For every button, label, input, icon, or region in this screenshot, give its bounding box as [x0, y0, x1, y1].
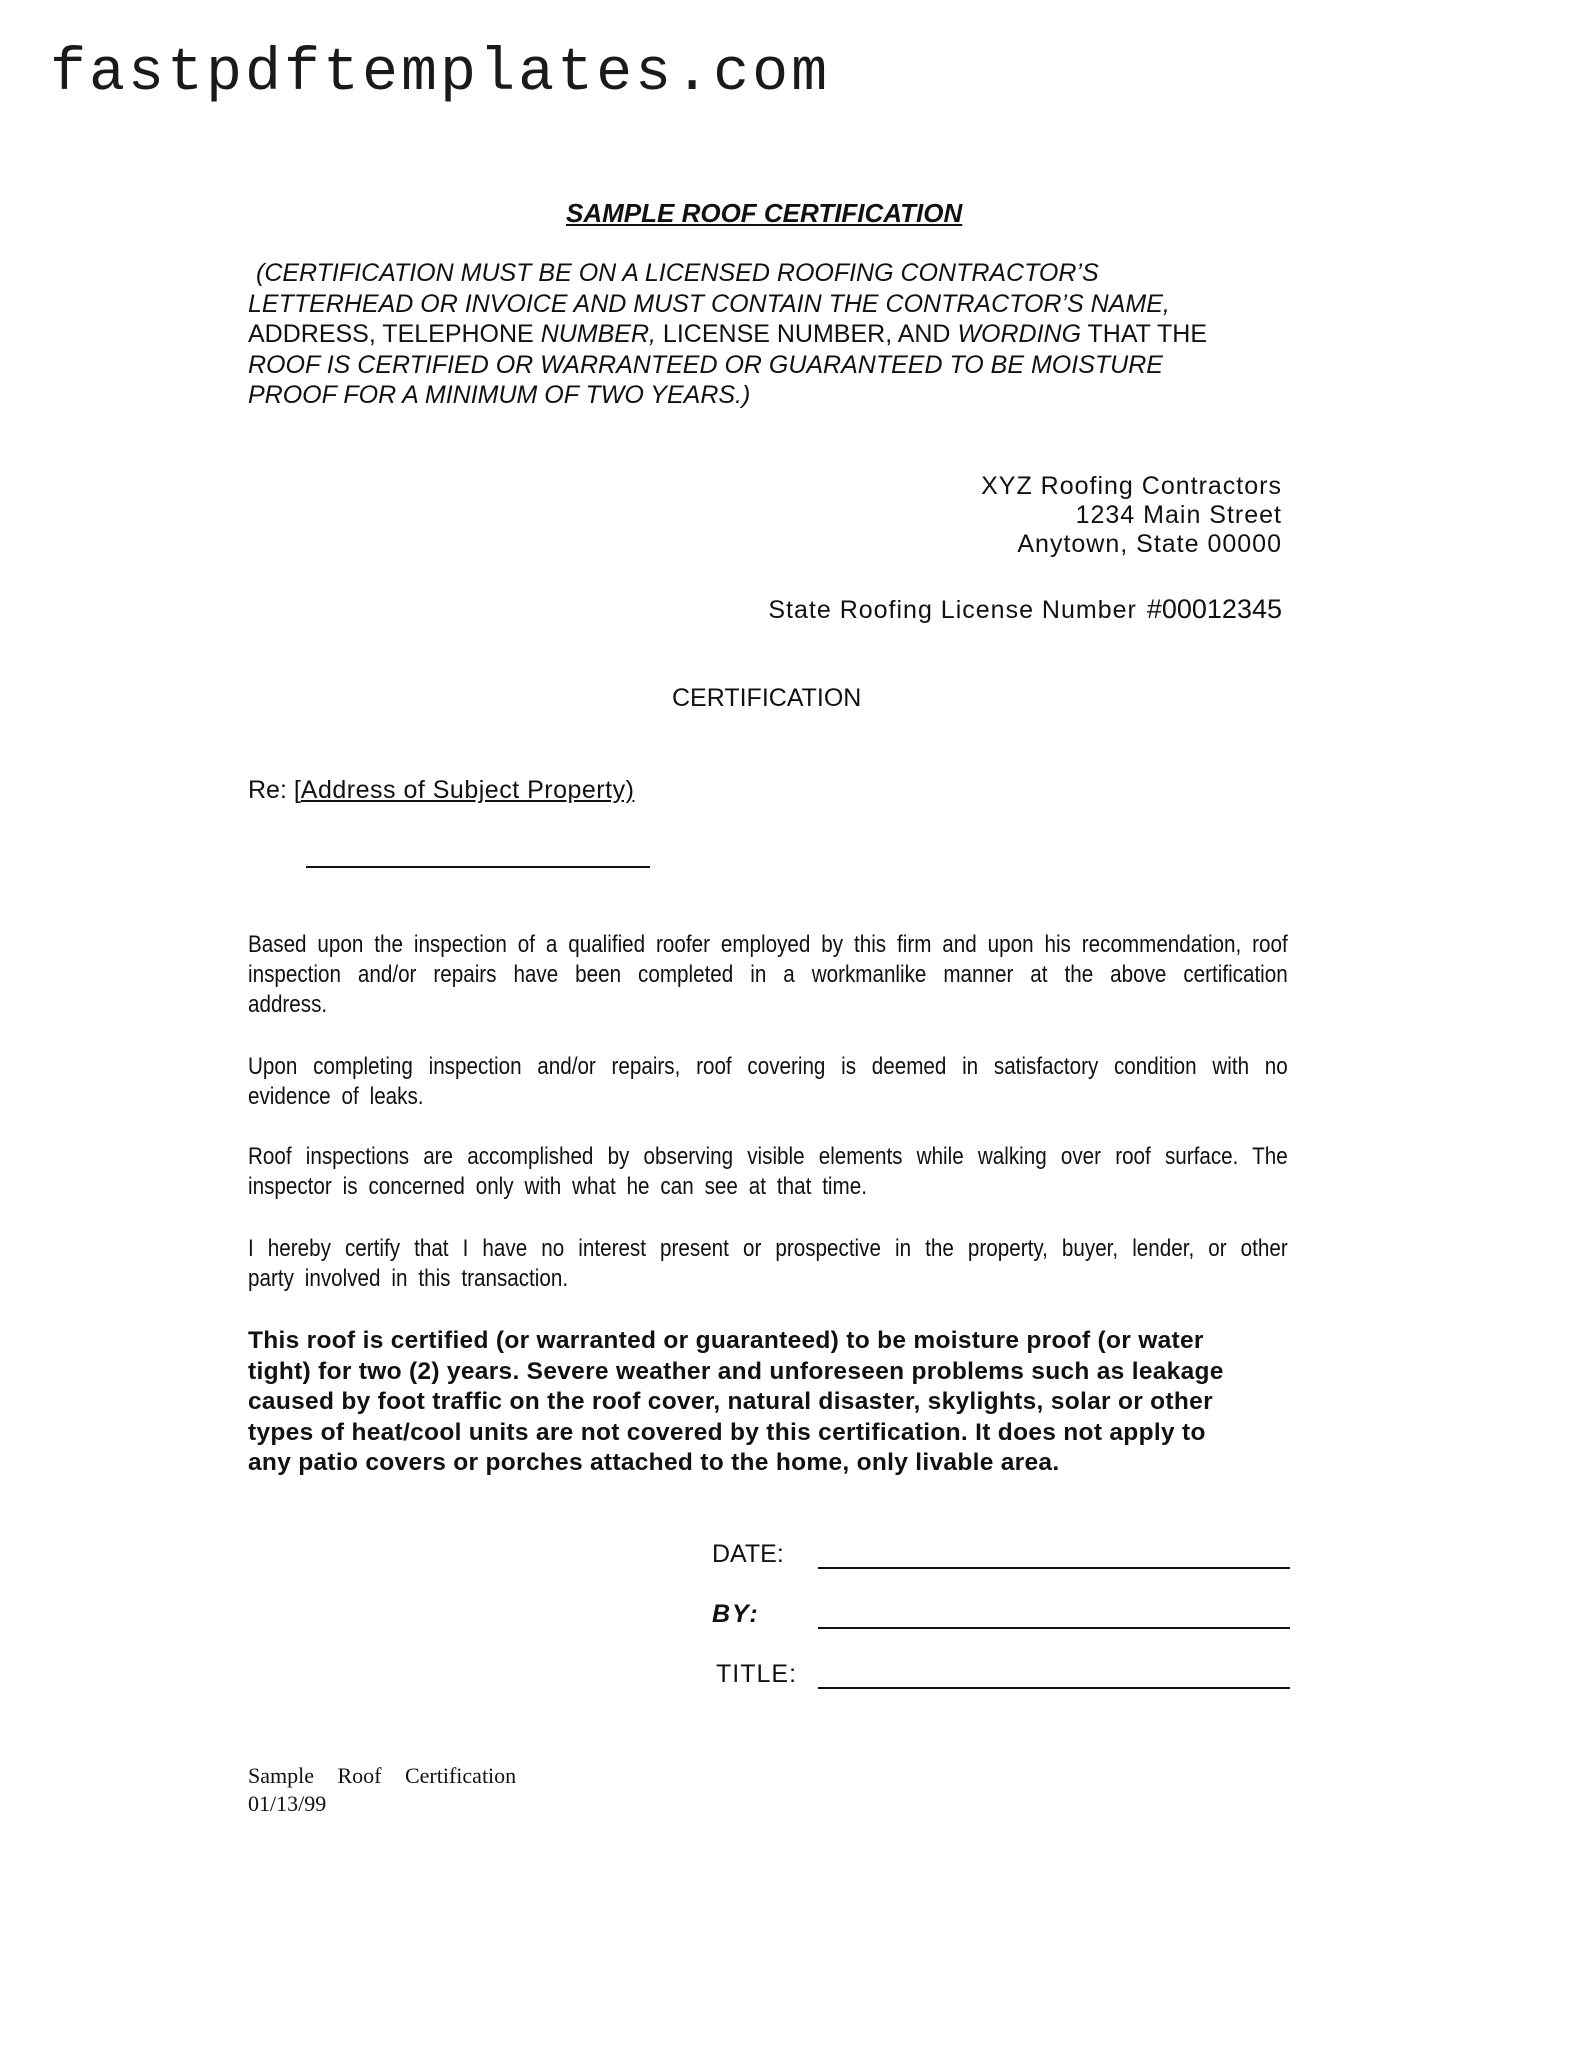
- warranty-line: any patio covers or porches attached to the home, only livable area.: [248, 1449, 1060, 1476]
- contractor-street: 1234 Main Street: [1075, 501, 1282, 529]
- date-field[interactable]: [818, 1567, 1290, 1569]
- instructions-line: LETTERHEAD OR INVOICE AND MUST CONTAIN THE CONTRACTOR’S NAME,: [248, 289, 1170, 318]
- footer: [248, 1762, 516, 1818]
- license-number: #00012345: [1146, 594, 1282, 624]
- instructions-text: WORDING: [957, 320, 1082, 348]
- paragraph-method: Roof inspections are accomplished by observing visible elements while walking over roof surface. The inspector is concerned only with what he can see at that time.: [248, 1143, 1288, 1200]
- warranty-paragraph: [248, 1326, 1288, 1479]
- warranty-line: tight) for two (2) years. Severe weather and unforeseen problems such as leakage: [248, 1357, 1224, 1385]
- warranty-line: types of heat/cool units are not covered by this certification. It does not apply to: [248, 1418, 1206, 1446]
- warranty-line: This roof is certified (or warranted or guaranteed) to be moisture proof (or water: [248, 1327, 1204, 1354]
- title-field[interactable]: [818, 1687, 1290, 1689]
- paragraph-no-interest: I hereby certify that I have no interest present or prospective in the property, buyer, lender, or other party involved in this transaction.: [248, 1235, 1288, 1292]
- instructions-text: ADDRESS, TELEPHONE: [248, 320, 541, 348]
- instructions-line: PROOF FOR A MINIMUM OF TWO YEARS.): [248, 381, 751, 409]
- contractor-city-state: Anytown, State 00000: [1017, 530, 1282, 558]
- re-line: [248, 776, 634, 805]
- paragraph-inspection: Based upon the inspection of a qualified roofer employed by this firm and upon his recommendation, roof inspection and/or repairs have been completed in a workmanlike manner at the above certification address.: [248, 931, 1288, 1018]
- date-label: DATE:: [712, 1540, 784, 1568]
- warranty-line: caused by foot traffic on the roof cover, natural disaster, skylights, solar or other: [248, 1388, 1213, 1415]
- re-prefix: Re: [: [248, 776, 301, 804]
- signature-field[interactable]: [818, 1627, 1290, 1629]
- watermark: fastpdftemplates.com: [50, 40, 831, 108]
- contractor-address: [981, 472, 1282, 559]
- paragraph-condition: Upon completing inspection and/or repairs, roof covering is deemed in satisfactory condition with no evidence of leaks.: [248, 1053, 1288, 1110]
- instructions-text: THAT THE: [1081, 320, 1207, 348]
- footer-form-date: 01/13/99: [248, 1791, 327, 1816]
- certification-heading: CERTIFICATION: [672, 684, 862, 712]
- by-label: BY:: [712, 1600, 760, 1628]
- instructions-text: NUMBER,: [540, 320, 656, 348]
- instructions-line: ROOF IS CERTIFIED OR WARRANTEED OR GUARANTEED TO BE MOISTURE: [248, 350, 1163, 379]
- instructions-line: [248, 319, 1268, 350]
- contractor-name: XYZ Roofing Contractors: [981, 472, 1282, 500]
- instructions-block: [248, 258, 1268, 411]
- subject-property-address: Address of Subject Property): [300, 776, 635, 804]
- license-label: State Roofing License Number: [768, 596, 1137, 624]
- footer-form-name: Sample Roof Certification: [248, 1763, 517, 1788]
- instructions-text: LICENSE NUMBER, AND: [655, 320, 958, 348]
- license-number-line: [768, 594, 1282, 625]
- title-label: TITLE:: [716, 1660, 798, 1688]
- document-title: SAMPLE ROOF CERTIFICATION: [566, 198, 963, 228]
- instructions-line: (CERTIFICATION MUST BE ON A LICENSED ROOFING CONTRACTOR’S: [256, 259, 1099, 287]
- address-blank-line: [306, 866, 650, 868]
